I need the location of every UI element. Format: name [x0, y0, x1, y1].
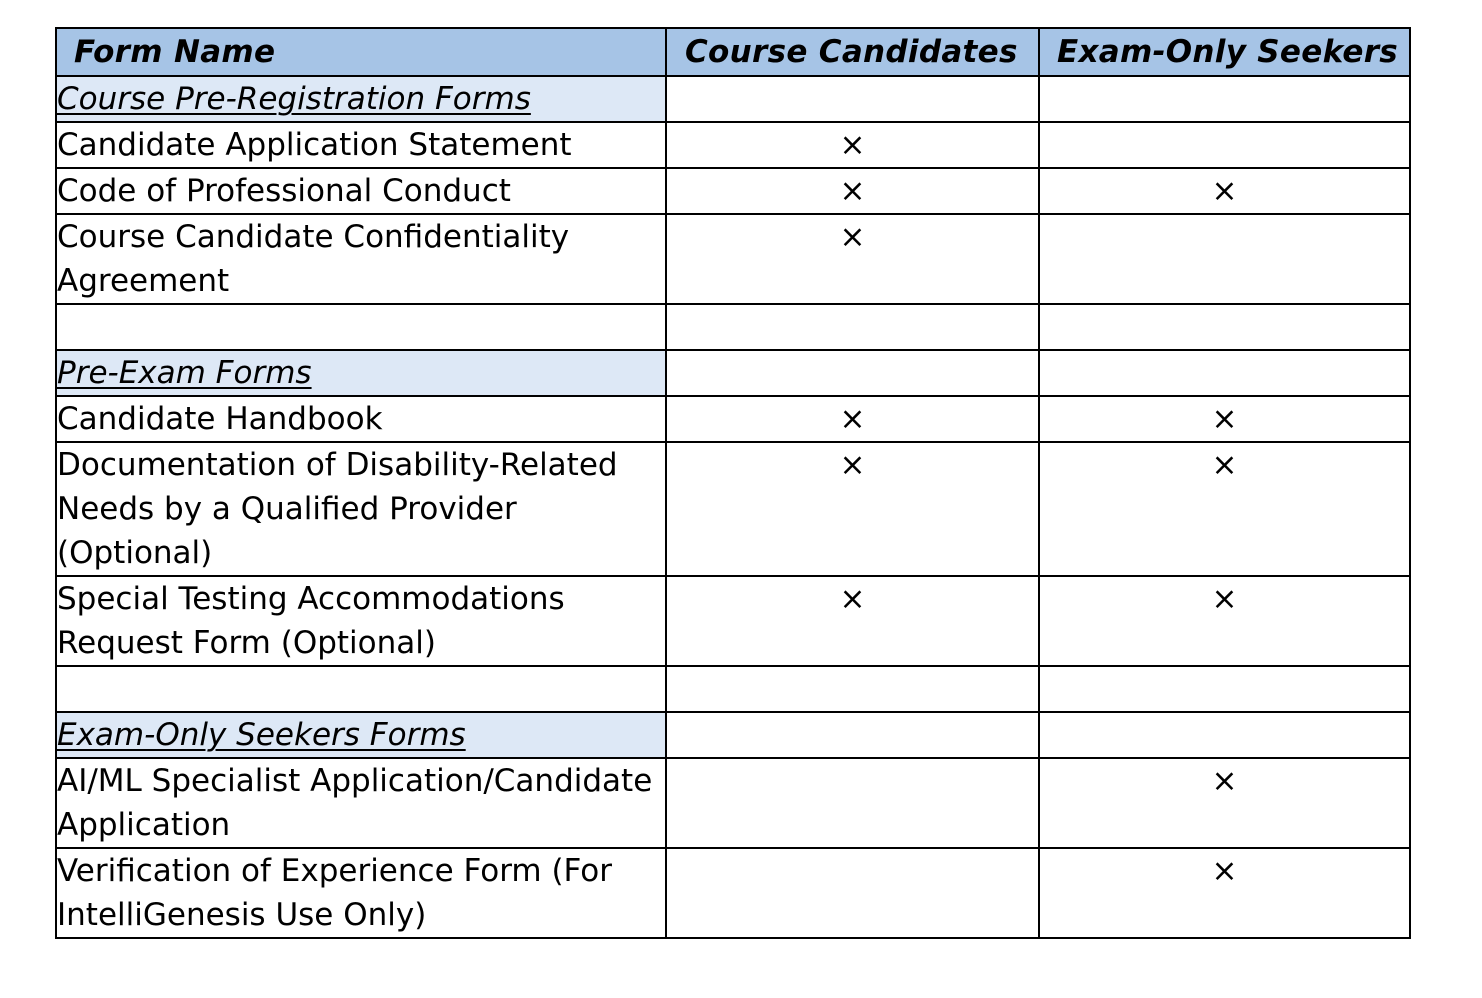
- exam-only-cell: ×: [1039, 442, 1410, 576]
- course-candidates-cell: [666, 304, 1039, 350]
- course-candidates-cell: ×: [666, 576, 1039, 666]
- table-row: [56, 442, 1410, 576]
- exam-only-cell: [1039, 76, 1410, 122]
- exam-only-cell: [1039, 304, 1410, 350]
- exam-only-cell: [1039, 122, 1410, 168]
- table-row: [56, 214, 1410, 304]
- table-row: [56, 576, 1410, 666]
- form-name-cell: Candidate Application Statement: [56, 122, 666, 168]
- course-candidates-cell: [666, 848, 1039, 938]
- section-label: Pre-Exam Forms: [56, 350, 666, 396]
- exam-only-cell: [1039, 350, 1410, 396]
- forms-table: [55, 27, 1411, 939]
- table-row: [56, 122, 1410, 168]
- section-label: Exam-Only Seekers Forms: [56, 712, 666, 758]
- form-name-cell: [56, 304, 666, 350]
- form-name-cell: [56, 666, 666, 712]
- form-name-cell: AI/ML Specialist Application/Candidate Application: [56, 758, 666, 848]
- header-exam-only-seekers: Exam-Only Seekers: [1039, 28, 1410, 76]
- exam-only-cell: [1039, 666, 1410, 712]
- spacer-row: [56, 666, 1410, 712]
- header-course-candidates: Course Candidates: [666, 28, 1039, 76]
- section-row: [56, 76, 1410, 122]
- exam-only-cell: ×: [1039, 758, 1410, 848]
- form-name-cell: Documentation of Disability-Related Needs by a Qualified Provider (Optional): [56, 442, 666, 576]
- table-body: [56, 76, 1410, 938]
- table-row: [56, 168, 1410, 214]
- form-name-cell: Course Candidate Confidentiality Agreement: [56, 214, 666, 304]
- course-candidates-cell: ×: [666, 396, 1039, 442]
- table-header: [56, 28, 1410, 76]
- form-name-cell: Candidate Handbook: [56, 396, 666, 442]
- exam-only-cell: ×: [1039, 848, 1410, 938]
- course-candidates-cell: ×: [666, 168, 1039, 214]
- exam-only-cell: [1039, 712, 1410, 758]
- section-row: [56, 712, 1410, 758]
- course-candidates-cell: ×: [666, 214, 1039, 304]
- form-name-cell: Code of Professional Conduct: [56, 168, 666, 214]
- header-form-name: Form Name: [56, 28, 666, 76]
- spacer-row: [56, 304, 1410, 350]
- section-row: [56, 350, 1410, 396]
- course-candidates-cell: ×: [666, 122, 1039, 168]
- exam-only-cell: [1039, 214, 1410, 304]
- course-candidates-cell: [666, 758, 1039, 848]
- course-candidates-cell: [666, 712, 1039, 758]
- course-candidates-cell: ×: [666, 442, 1039, 576]
- table-row: [56, 758, 1410, 848]
- course-candidates-cell: [666, 666, 1039, 712]
- table-row: [56, 396, 1410, 442]
- form-name-cell: Special Testing Accommodations Request Form (Optional): [56, 576, 666, 666]
- section-label: Course Pre-Registration Forms: [56, 76, 666, 122]
- course-candidates-cell: [666, 350, 1039, 396]
- table-row: [56, 848, 1410, 938]
- exam-only-cell: ×: [1039, 396, 1410, 442]
- exam-only-cell: ×: [1039, 168, 1410, 214]
- course-candidates-cell: [666, 76, 1039, 122]
- exam-only-cell: ×: [1039, 576, 1410, 666]
- form-name-cell: Verification of Experience Form (For IntelliGenesis Use Only): [56, 848, 666, 938]
- header-row: [56, 28, 1410, 76]
